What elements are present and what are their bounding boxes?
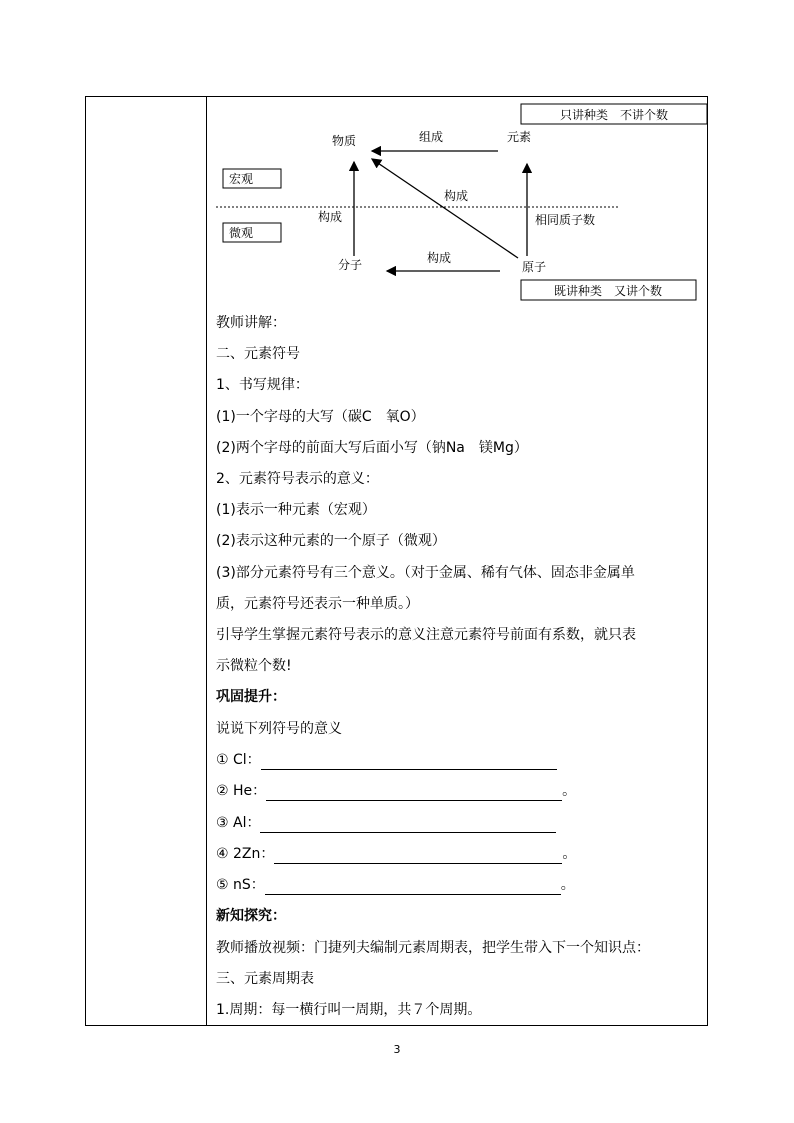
question-end: 。 xyxy=(560,877,575,893)
text-line: 1、书写规律： xyxy=(216,377,309,393)
text-line: 示微粒个数! xyxy=(216,658,292,674)
text-line: 二、元素符号 xyxy=(216,346,300,362)
text-line: (1)表示一种元素（宏观） xyxy=(216,502,376,518)
section-heading: 巩固提升： xyxy=(216,689,286,705)
answer-blank[interactable] xyxy=(266,786,562,801)
micro-label: 微观 xyxy=(229,226,254,240)
text-line: (3)部分元素符号有三个意义。（对于金属、稀有气体、固态非金属单 xyxy=(216,565,635,581)
question-end: 。 xyxy=(562,846,577,862)
text-line: (2)两个字母的前面大写后面小写（钠Na 镁Mg） xyxy=(216,440,528,456)
question-label: ② He： xyxy=(216,783,267,799)
node-substance: 物质 xyxy=(332,134,357,148)
text-line: 引导学生掌握元素符号表示的意义注意元素符号前面有系数，就只表 xyxy=(216,627,636,643)
question-line xyxy=(216,844,576,864)
page-number: 3 xyxy=(393,1043,401,1056)
element-concept-diagram xyxy=(0,0,794,310)
text-line: 教师讲解： xyxy=(216,315,286,331)
question-line xyxy=(216,781,576,801)
question-end: 。 xyxy=(562,783,577,799)
section-heading: 新知探究： xyxy=(216,908,286,924)
question-label: ① Cl： xyxy=(216,752,261,768)
text-line: 质，元素符号还表示一种单质。） xyxy=(216,596,419,612)
question-label: ④ 2Zn： xyxy=(216,846,275,862)
text-line: 说说下列符号的意义 xyxy=(216,721,342,737)
text-line: 1.周期：每一横行叫一周期，共７个周期。 xyxy=(216,1002,482,1018)
question-line xyxy=(216,813,556,833)
arrow-compose-label: 组成 xyxy=(419,130,444,144)
question-line xyxy=(216,875,575,895)
question-label: ⑤ nS： xyxy=(216,877,265,893)
arrow-construct-left-label: 构成 xyxy=(318,210,343,224)
node-molecule: 分子 xyxy=(338,258,363,272)
answer-blank[interactable] xyxy=(261,755,557,770)
arrow-atom-to-substance xyxy=(372,159,518,258)
arrow-construct-bottom-label: 构成 xyxy=(427,251,452,265)
question-line xyxy=(216,750,557,770)
text-line: 教师播放视频：门捷列夫编制元素周期表，把学生带入下一个知识点： xyxy=(216,940,650,956)
box-top-label: 只讲种类 不讲个数 xyxy=(559,108,669,122)
answer-blank[interactable] xyxy=(274,849,562,864)
text-line: 2、元素符号表示的意义： xyxy=(216,471,379,487)
question-label: ③ Al： xyxy=(216,815,261,831)
answer-blank[interactable] xyxy=(265,880,561,895)
answer-blank[interactable] xyxy=(260,818,556,833)
arrow-same-protons-label: 相同质子数 xyxy=(535,213,596,227)
node-element: 元素 xyxy=(507,130,532,144)
text-line: (2)表示这种元素的一个原子（微观） xyxy=(216,533,446,549)
macro-label: 宏观 xyxy=(229,172,254,186)
box-bottom-label: 既讲种类 又讲个数 xyxy=(553,284,663,298)
node-atom: 原子 xyxy=(522,260,547,274)
text-line: 三、元素周期表 xyxy=(216,971,314,987)
text-line: (1)一个字母的大写（碳C 氧O） xyxy=(216,409,425,425)
arrow-construct-diag-label: 构成 xyxy=(444,189,469,203)
